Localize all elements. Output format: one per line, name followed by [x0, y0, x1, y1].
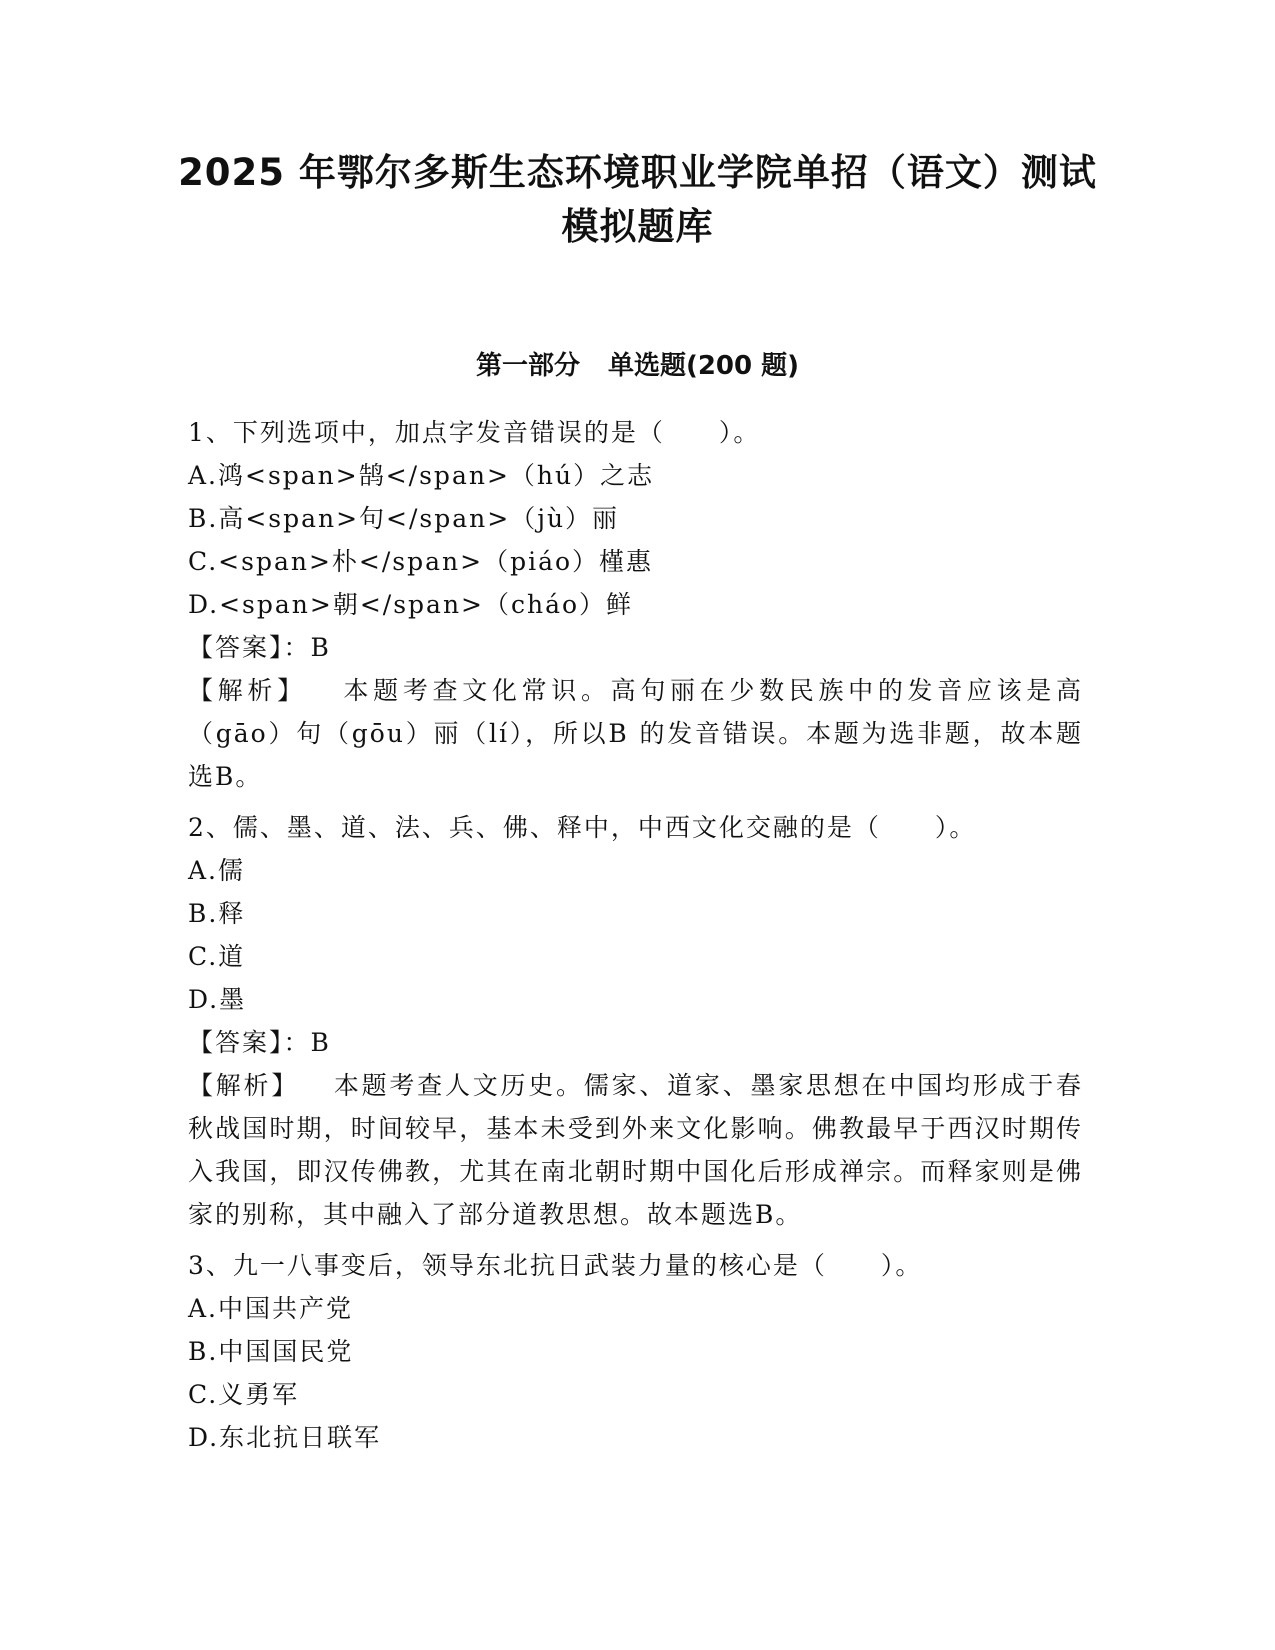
- section-type-label: 单选题(200 题): [607, 351, 800, 381]
- option-b: B.中国国民党: [188, 1337, 354, 1366]
- option-d: D.东北抗日联军: [188, 1423, 382, 1452]
- option-b: B.高<span>句</span>（jù）丽: [188, 504, 620, 533]
- answer-value: B: [310, 633, 331, 662]
- option-c: C.<span>朴</span>（piáo）槿惠: [188, 547, 654, 576]
- explanation-text: 本题考查文化常识。高句丽在少数民族中的发音应该是高（gāo）句（gōu）丽（lí），所以B 的发音错误。本题为选非题，故本题选B。: [188, 676, 1083, 791]
- option-d: D.<span>朝</span>（cháo）鲜: [188, 590, 634, 619]
- answer-value: B: [310, 1028, 331, 1057]
- answer-label: 【答案】：: [188, 1028, 311, 1057]
- option-c: C.义勇军: [188, 1380, 300, 1409]
- explanation-block: [188, 669, 1083, 798]
- explanation-text: 本题考查人文历史。儒家、道家、墨家思想在中国均形成于春秋战国时期，时间较早，基本未受到外来文化影响。佛教最早于西汉时期传入我国，即汉传佛教，尤其在南北朝时期中国化后形成禅宗。而释家则是佛家的别称，其中融入了部分道教思想。故本题选B。: [188, 1071, 1083, 1229]
- document-title: [150, 146, 1125, 254]
- question-stem: 2、儒、墨、道、法、兵、佛、释中，中西文化交融的是（ ）。: [188, 813, 977, 842]
- question-item: [188, 411, 1083, 798]
- document-title-line: 模拟题库: [561, 205, 714, 248]
- question-stem: 1、下列选项中，加点字发音错误的是（ ）。: [188, 418, 761, 447]
- answer-label: 【答案】：: [188, 633, 311, 662]
- question-stem: 3、九一八事变后，领导东北抗日武装力量的核心是（ ）。: [188, 1251, 923, 1280]
- document-title-line: 2025 年鄂尔多斯生态环境职业学院单招（语文）测试: [178, 151, 1097, 194]
- question-list: [188, 411, 1083, 1467]
- answer-line: [188, 1021, 1083, 1064]
- option-b: B.释: [188, 899, 246, 928]
- answer-line: [188, 626, 1083, 669]
- option-c: C.道: [188, 942, 246, 971]
- option-d: D.墨: [188, 985, 247, 1014]
- option-a: A.鸿<span>鹄</span>（hú）之志: [188, 461, 655, 490]
- section-part-label: 第一部分: [475, 351, 580, 381]
- option-a: A.中国共产党: [188, 1294, 354, 1323]
- question-item: [188, 806, 1083, 1236]
- option-a: A.儒: [188, 856, 246, 885]
- explanation-label: 【解析】: [188, 676, 307, 705]
- explanation-label: 【解析】: [188, 1071, 300, 1100]
- explanation-block: [188, 1064, 1083, 1236]
- question-item: [188, 1244, 1083, 1459]
- section-heading: [150, 348, 1125, 384]
